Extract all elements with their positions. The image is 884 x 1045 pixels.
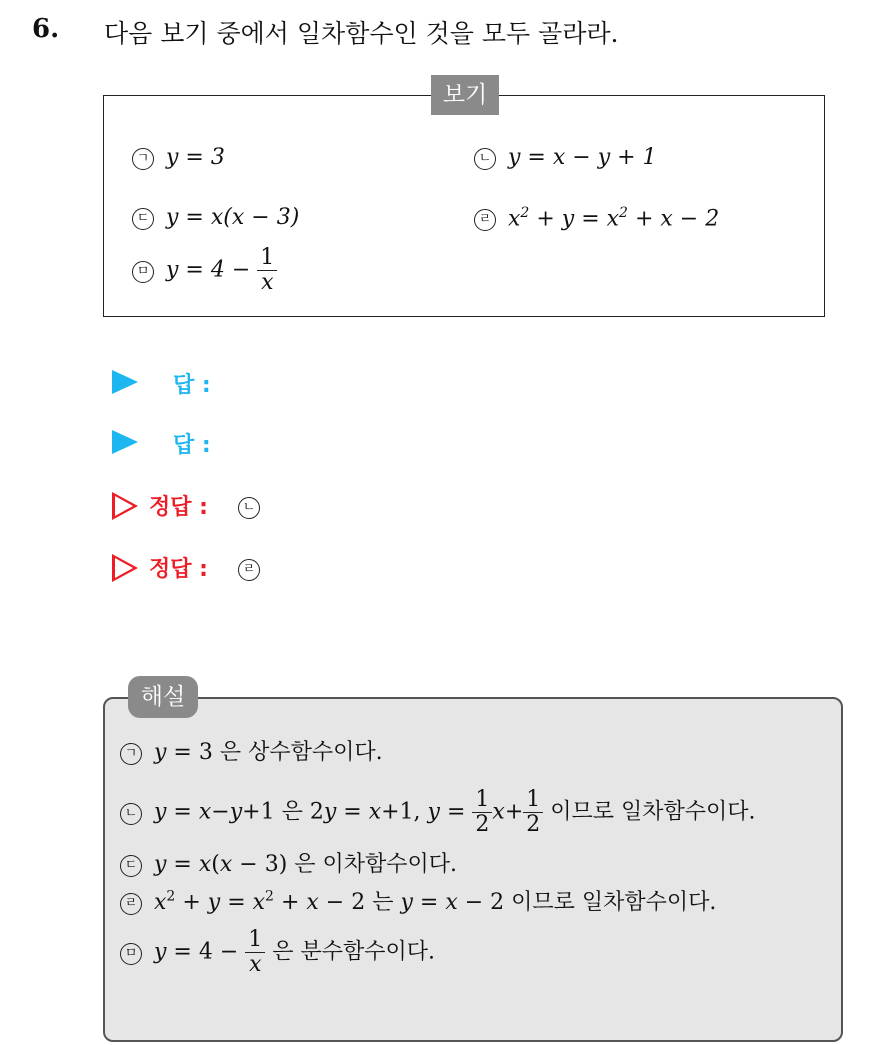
answer-label: 답 : [173, 433, 211, 458]
option-2: ㄴ y = x − y + 1 [474, 145, 657, 170]
solution-mark: ㄷ [120, 855, 142, 877]
solution-mark: ㄴ [120, 803, 142, 825]
solution-mark: ㄱ [120, 743, 142, 765]
option-4: ㄹ $x^2 + y = x^2 + x - 2$ [474, 205, 719, 231]
question-text: 다음 보기 중에서 일차함수인 것을 모두 골라라. [104, 19, 619, 48]
fraction: $\frac{1}{2}$ [472, 788, 492, 837]
answer-mark: ㄹ [238, 559, 260, 581]
option-3: ㄷ y = x(x − 3) [132, 205, 299, 230]
fraction: $\frac{1}{x}$ [245, 928, 265, 977]
option-mark: ㄷ [132, 208, 154, 230]
solution-line-1: ㄱ y = 3 은 상수함수이다. [120, 735, 383, 766]
answer-label: 답 : [173, 373, 211, 398]
option-mark: ㄹ [474, 209, 496, 231]
option-mark: ㄱ [132, 148, 154, 170]
option-mark: ㄴ [474, 148, 496, 170]
correct-answer-1 [238, 494, 272, 519]
bogi-title: 보기 [431, 75, 499, 115]
solution-line-5: ㅁ y = 4 − $\frac{1}{x}$ 은 분수함수이다. [120, 928, 435, 977]
option-mark: ㅁ [132, 261, 154, 283]
answer-arrow-icon [112, 430, 138, 454]
correct-label: 정답 : [149, 495, 208, 520]
solution-mark: ㅁ [120, 943, 142, 965]
option-1: ㄱ y = 3 [132, 145, 225, 170]
option-5: ㅁ y = 4 − $\frac{1}{x}$ [132, 246, 277, 295]
solution-title: 해설 [128, 676, 198, 718]
question-number: 6. [32, 14, 60, 44]
solution-line-4: ㄹ $x^2 + y = x^2 + x - 2$ 는 y = x − 2 이므로 일차함수이다. [120, 885, 716, 916]
answer-arrow-icon [112, 370, 138, 394]
correct-arrow-icon [112, 492, 138, 520]
solution-line-2: ㄴ y = x−y+1 은 2y = x+1, y = $\frac{1}{2}$ x+ $\frac{1}{2}$ 이므로 일차함수이다. [120, 788, 756, 837]
correct-label: 정답 : [149, 557, 208, 582]
fraction: $\frac{1}{x}$ [257, 246, 277, 295]
solution-mark: ㄹ [120, 893, 142, 915]
answer-mark: ㄴ [238, 497, 260, 519]
correct-answer-2 [238, 556, 272, 581]
fraction: $\frac{1}{2}$ [523, 788, 543, 837]
correct-arrow-icon [112, 554, 138, 582]
solution-line-3: ㄷ y = x(x − 3) 은 이차함수이다. [120, 847, 457, 878]
